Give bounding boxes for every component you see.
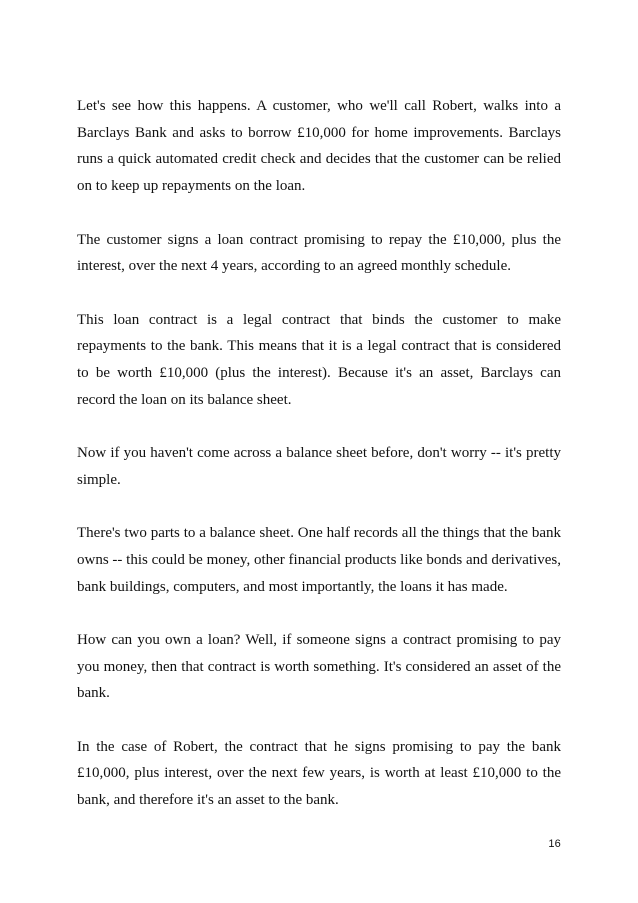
paragraph-robert-walks-in: Let's see how this happens. A customer, who we'll call Robert, walks into a Barclays Bank and asks to borrow £10,000 for home improvements. Barclays runs a quick automated credit check and decides that the customer can be relied on to keep up repayments on the loan. xyxy=(77,98,561,195)
paragraph-loan-contract-signed: The customer signs a loan contract promising to repay the £10,000, plus the interest, over the next 4 years, according to an agreed monthly schedule. xyxy=(77,231,561,275)
paragraph-legal-contract-asset: This loan contract is a legal contract that binds the customer to make repayments to the bank. This means that it is a legal contract that is considered to be worth £10,000 (plus the interest). Because it's an asset, Barclays can record the loan on its balance sheet. xyxy=(77,311,561,408)
paragraph-balance-sheet-parts: There's two parts to a balance sheet. One half records all the things that the bank owns -- this could be money, other financial products like bonds and derivatives, bank buildings, computers, and most importantly, the loans it has made. xyxy=(77,525,561,595)
paragraph-balance-sheet-intro: Now if you haven't come across a balance sheet before, don't worry -- it's pretty simple. xyxy=(77,445,561,488)
body-text xyxy=(77,93,561,841)
paragraph-robert-asset: In the case of Robert, the contract that he signs promising to pay the bank £10,000, plus interest, over the next few years, is worth at least £10,000 to the bank, and therefore it's an asset to the bank. xyxy=(77,738,561,809)
paragraph-own-a-loan: How can you own a loan? Well, if someone signs a contract promising to pay you money, then that contract is worth something. It's considered an asset of the bank. xyxy=(77,631,561,702)
page-number: 16 xyxy=(548,838,561,850)
